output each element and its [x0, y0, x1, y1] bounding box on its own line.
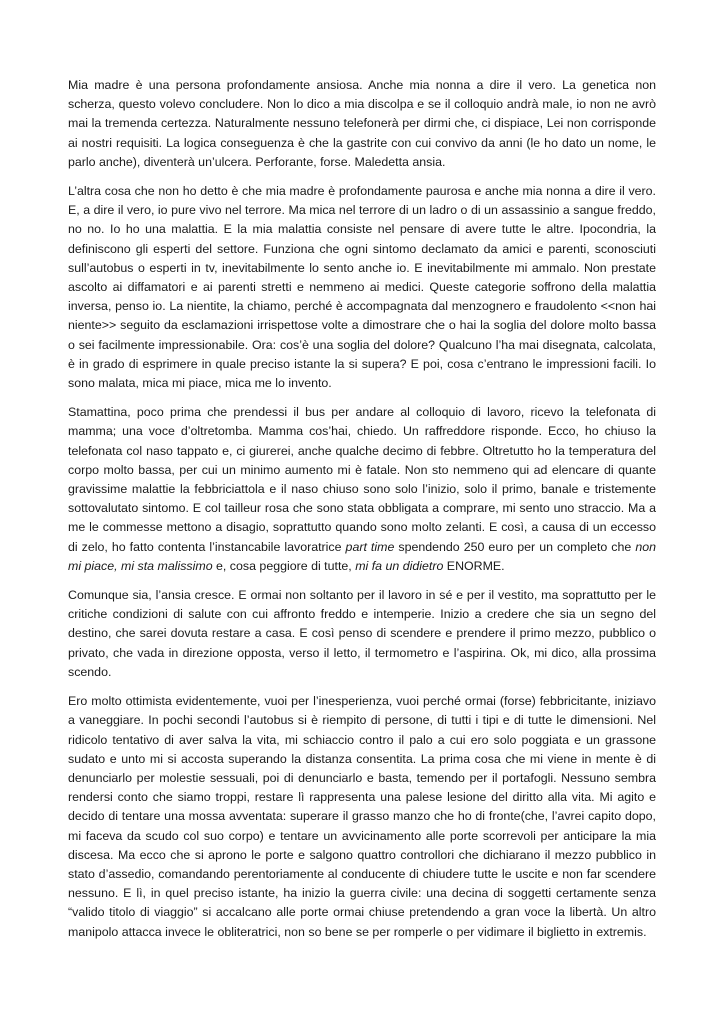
text-run: Comunque sia, l’ansia cresce. E ormai non soltanto per il lavoro in sé e per il vestito, ma soprattutto per le critiche condizioni di salute con cui affronto freddo e intemperie. Inizio a credere che sia un segno del destino, che sarei dovuta restare a casa. E così penso di scendere e prendere il primo mezzo, pubblico o privato, che vada in direzione opposta, verso il letto, il termometro e l’aspirina. Ok, mi dico, alla prossima scendo. [68, 588, 656, 679]
paragraph [68, 403, 656, 576]
text-run: L’altra cosa che non ho detto è che mia madre è profondamente paurosa e anche mia nonna a dire il vero. E, a dire il vero, io pure vivo nel terrore. Ma mica nel terrore di un ladro o di un assassinio a sangue freddo, no no. Io ho una malattia. E la mia malattia consiste nel pensare di avere tutte le altre. Ipocondria, la definiscono gli esperti del settore. Funziona che ogni sintomo declamato da amici e parenti, sconosciuti sull’autobus o esperti in tv, inevitabilmente lo sento anche io. E inevitabilmente mi ammalo. Non prestate ascolto ai diffamatori e ai parenti stretti e nemmeno ai medici. Queste categorie soffrono della malattia inversa, penso io. La nientite, la chiamo, perché è accompagnata dal menzognero e fraudolento <<non hai niente>> seguito da esclamazioni irrispettose volte a dimostrare che o hai la soglia del dolore molto bassa o sei facilmente impressionabile. Ora: cos’è una soglia del dolore? Qualcuno l’ha mai disegnata, calcolata, è in grado di esprimere in quale preciso istante la si supera? E poi, cosa c’entrano le impressioni facili. Io sono malata, mica mi piace, mica me lo invento. [68, 184, 656, 391]
paragraph [68, 182, 656, 393]
italic-text: non mi piace, mi sta malissimo [68, 539, 656, 573]
text-run: e, cosa peggiore di tutte, [212, 558, 356, 573]
text-run: ENORME. [443, 558, 505, 573]
paragraph [68, 586, 656, 682]
text-run: Ero molto ottimista evidentemente, vuoi per l’inesperienza, vuoi perché ormai (forse) febbricitante, iniziavo a vaneggiare. In pochi secondi l’autobus si è riempito di persone, di tutti i tipi e di tutte le dimensioni. Nel ridicolo tentativo di aver salva la vita, mi schiaccio contro il palo a cui ero solo poggiata e un grassone sudato e unto mi si accosta superando la distanza consentita. La prima cosa che mi viene in mente è di denunciarlo per molestie sessuali, poi di denunciarlo e basta, temendo per il portafogli. Nessuno sembra rendersi conto che siamo troppi, restare lì rappresenta una palese lesione del diritto alla vita. Mi agito e decido di tentare una mossa avventata: superare il grasso manzo che ho di fronte(che, l’avrei capito dopo, mi faceva da scudo col suo corpo) e tentare un avvicinamento alle porte scorrevoli per anticipare la mia discesa. Ma ecco che si aprono le porte e salgono quattro controllori che dichiarano il mezzo pubblico in stato d’assedio, comandando perentoriamente al conducente di chiudere tutte le uscite e non far scendere nessuno. E lì, in quel preciso istante, ha inizio la guerra civile: una decina di soggetti certamente senza “valido titolo di viaggio” si accalcano alle porte ormai chiuse pretendendo a gran voce la libertà. Un altro manipolo attacca invece le obliteratrici, non so bene se per romperle o per vidimare il biglietto in extremis. [68, 694, 656, 939]
paragraph [68, 692, 656, 942]
paragraph [68, 76, 656, 172]
italic-text: part time [345, 539, 395, 554]
text-run: Mia madre è una persona profondamente ansiosa. Anche mia nonna a dire il vero. La genetica non scherza, questo volevo concludere. Non lo dico a mia discolpa e se il colloquio andrà male, io non ne avrò mai la tremenda certezza. Naturalmente nessuno telefonerà per dirmi che, ci dispiace, Lei non corrisponde ai nostri requisiti. La logica conseguenza è che la gastrite con cui convivo da anni (le ho dato un nome, le parlo anche), diventerà un’ulcera. Perforante, forse. Maledetta ansia. [68, 78, 656, 169]
text-run: Stamattina, poco prima che prendessi il bus per andare al colloquio di lavoro, ricevo la telefonata di mamma; una voce d’oltretomba. Mamma cos’hai, chiedo. Un raffreddore risponde. Ecco, ho chiuso la telefonata col naso tappato e, ci giurerei, anche qualche decimo di febbre. Oltretutto ho la temperatura del corpo molto bassa, per cui un minimo aumento mi è fatale. Non sto nemmeno qui ad elencare di quante gravissime malattie la febbriciattola e il naso chiuso sono solo l’inizio, solo il primo, banale e tristemente sottovalutato sintomo. E col tailleur rosa che sono stata obbligata a comprare, mi sento uno straccio. Ma a me le commesse mettono a disagio, soprattutto quando sono molto zelanti. E così, a causa di un eccesso di zelo, ho fatto contenta l’instancabile lavoratrice [68, 405, 656, 554]
italic-text: mi fa un didietro [355, 558, 444, 573]
document-page [68, 76, 656, 952]
text-run: spendendo 250 euro per un completo che [394, 539, 636, 554]
